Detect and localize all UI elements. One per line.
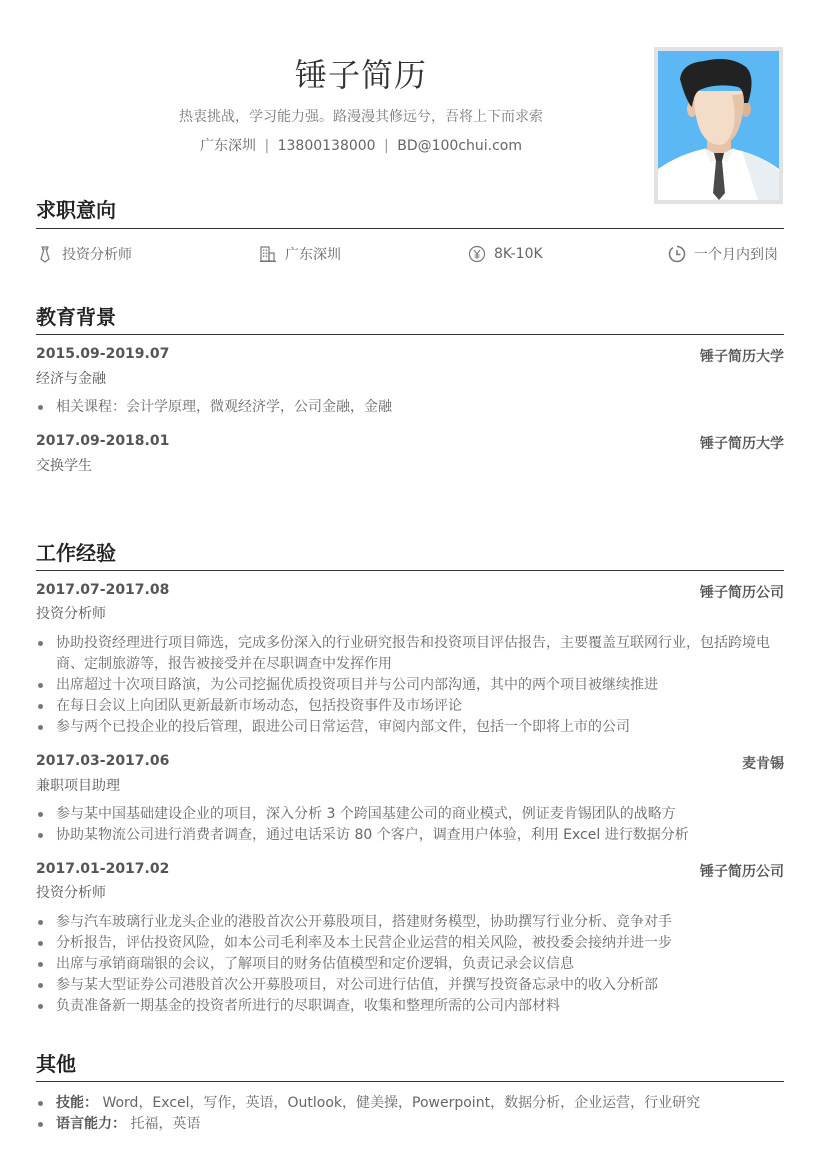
intention-city — [259, 244, 341, 264]
clock-icon — [668, 245, 686, 263]
list-item-skills — [36, 1093, 786, 1114]
tie-icon — [36, 245, 54, 263]
contact-separator: | — [264, 138, 270, 154]
list-item: 参与两个已投企业的投后管理，跟进公司日常运营，审阅内部文件，包括一个即将上市的公司 — [36, 717, 786, 738]
contact-separator: | — [384, 138, 389, 154]
education-major: 交换学生 — [36, 458, 92, 474]
list-item: 相关课程：会计学原理，微观经济学，公司金融，金融 — [36, 397, 786, 418]
education-school: 锤子简历大学 — [700, 349, 784, 365]
contact-phone: 13800138000 — [277, 138, 376, 154]
education-details — [36, 397, 786, 418]
work-role: 兼职项目助理 — [36, 778, 120, 794]
work-date: 2017.07-2017.08 — [36, 582, 170, 598]
contact-location: 广东深圳 — [199, 138, 256, 154]
work-details — [36, 804, 786, 846]
section-title-intention: 求职意向 — [36, 198, 116, 222]
skills-value: Word，Excel，写作，英语，Outlook，健美操，Powerpoint，数据分析，企业运营，行业研究 — [102, 1095, 701, 1111]
intention-availability — [668, 244, 778, 264]
list-item: 出席超过十次项目路演，为公司挖掘优质投资项目并与公司内部沟通，其中的两个项目被继续推进 — [36, 675, 786, 696]
list-item: 参与某大型证券公司港股首次公开募股项目，对公司进行估值，并撰写投资备忘录中的收入分析部 — [36, 975, 786, 996]
intention-city-label: 广东深圳 — [285, 247, 341, 263]
work-details — [36, 633, 786, 738]
section-title-other: 其他 — [36, 1052, 76, 1076]
list-item: 协助投资经理进行项目筛选，完成多份深入的行业研究报告和投资项目评估报告，主要覆盖互联网行业，包括跨境电商、定制旅游等，报告被接受并在尽职调查中发挥作用 — [36, 633, 786, 675]
work-role: 投资分析师 — [36, 885, 106, 901]
education-major: 经济与金融 — [36, 371, 106, 387]
list-item: 参与某中国基础建设企业的项目，深入分析 3 个跨国基建公司的商业模式，例证麦肯锡团队的战略方 — [36, 804, 786, 825]
intention-position — [36, 244, 132, 264]
building-icon — [259, 245, 277, 263]
work-date: 2017.01-2017.02 — [36, 861, 170, 877]
section-title-education: 教育背景 — [36, 305, 116, 329]
list-item-languages — [36, 1114, 786, 1135]
work-company: 锤子简历公司 — [700, 864, 784, 880]
list-item: 出席与承销商瑞银的会议，了解项目的财务估值模型和定价逻辑，负责记录会议信息 — [36, 954, 786, 975]
other-details — [36, 1093, 786, 1135]
section-divider — [36, 1081, 784, 1082]
list-item: 负责准备新一期基金的投资者所进行的尽职调查，收集和整理所需的公司内部材料 — [36, 996, 786, 1017]
contact-email: BD@100chui.com — [397, 138, 523, 154]
section-title-work: 工作经验 — [36, 541, 116, 565]
section-divider — [36, 334, 784, 335]
section-divider — [36, 570, 784, 571]
section-divider — [36, 228, 784, 229]
education-date: 2017.09-2018.01 — [36, 433, 170, 449]
candidate-name: 锤子简历 — [294, 56, 427, 94]
intention-position-label: 投资分析师 — [62, 247, 132, 263]
yen-icon — [468, 245, 486, 263]
intention-salary-label: 8K-10K — [494, 246, 543, 262]
intention-availability-label: 一个月内到岗 — [694, 247, 778, 263]
intention-salary — [468, 244, 543, 264]
candidate-motto: 热衷挑战，学习能力强。路漫漫其修远兮，吾将上下而求索 — [179, 109, 543, 125]
education-date: 2015.09-2019.07 — [36, 346, 170, 362]
work-role: 投资分析师 — [36, 606, 106, 622]
work-company: 麦肯锡 — [742, 756, 784, 772]
languages-value: 托福，英语 — [130, 1116, 201, 1132]
education-school: 锤子简历大学 — [700, 436, 784, 452]
skills-label: 技能： — [56, 1095, 98, 1111]
work-details — [36, 912, 786, 1017]
languages-label: 语言能力： — [56, 1116, 126, 1132]
avatar-illustration-icon — [658, 51, 779, 200]
work-date: 2017.03-2017.06 — [36, 753, 170, 769]
work-company: 锤子简历公司 — [700, 585, 784, 601]
list-item: 在每日会议上向团队更新最新市场动态，包括投资事件及市场评论 — [36, 696, 786, 717]
list-item: 分析报告，评估投资风险，如本公司毛利率及本土民营企业运营的相关风险，被投委会接纳并进一步 — [36, 933, 786, 954]
contact-info — [0, 135, 722, 155]
avatar-photo — [654, 47, 783, 204]
list-item: 参与汽车玻璃行业龙头企业的港股首次公开募股项目，搭建财务模型，协助撰写行业分析、竞争对手 — [36, 912, 786, 933]
list-item: 协助某物流公司进行消费者调查，通过电话采访 80 个客户，调查用户体验，利用 Excel 进行数据分析 — [36, 825, 786, 846]
